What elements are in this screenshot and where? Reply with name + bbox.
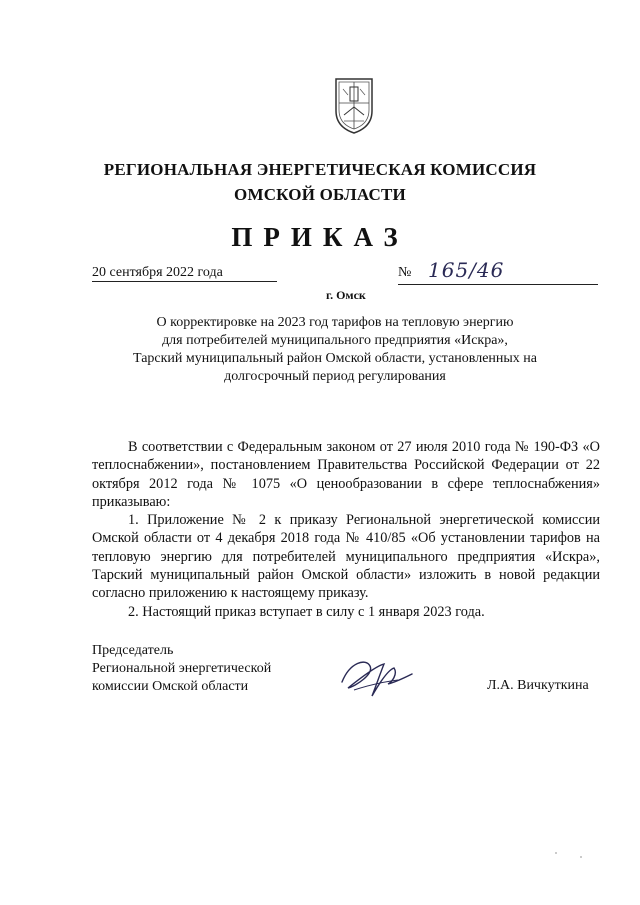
organization-name-line2: ОМСКОЙ ОБЛАСТИ [234, 185, 406, 204]
subject-line: долгосрочный период регулирования [224, 369, 446, 384]
organization-name-line1: РЕГИОНАЛЬНАЯ ЭНЕРГЕТИЧЕСКАЯ КОМИССИЯ [103, 160, 537, 179]
handwritten-signature [336, 652, 418, 700]
order-body [92, 438, 600, 621]
document-type-title: ПРИКАЗ [231, 222, 409, 252]
subject-line: для потребителей муниципального предприятия «Искра», [162, 333, 508, 348]
coat-of-arms-icon [330, 75, 378, 137]
position-line: Региональной энергетической [92, 661, 272, 676]
order-date: 20 сентября 2022 года [92, 265, 277, 282]
order-number-handwritten: 165/46 [428, 258, 505, 282]
signatory-position [92, 642, 271, 696]
signatory-name: Л.А. Вичкуткина [487, 678, 589, 693]
body-item-2: 2. Настоящий приказ вступает в силу с 1 января 2023 года. [128, 603, 485, 620]
body-item-1: 1. Приложение № 2 к приказу Региональной энергетической комиссии Омской области от 4 декабря 2018 года № 410/85 «Об установлении тарифов на тепловую энергию для потребителей муниципального предприятия «Искра», Тарский муниципальный район Омской области» изложить в новой редакции согласно приложению к настоящему приказу. [92, 512, 600, 602]
body-intro-paragraph: В соответствии с Федеральным законом от 27 июля 2010 года № 190-ФЗ «О теплоснабжении», постановлением Правительства Российской Федерации от 22 октября 2012 года № 1075 «О ценообразовании в сфере теплоснабжения» приказываю: [92, 439, 600, 510]
subject-line: Тарский муниципальный район Омской области, установленных на [132, 351, 538, 366]
position-line: Председатель [92, 643, 174, 658]
order-subject [100, 314, 570, 386]
scan-speck [580, 856, 582, 858]
number-sign: № [398, 265, 412, 280]
order-number-field [398, 258, 598, 285]
subject-line: О корректировке на 2023 год тарифов на тепловую энергию [156, 315, 514, 330]
city-label: г. Омск [326, 288, 366, 302]
position-line: комиссии Омской области [92, 679, 249, 694]
scan-speck [555, 852, 557, 854]
